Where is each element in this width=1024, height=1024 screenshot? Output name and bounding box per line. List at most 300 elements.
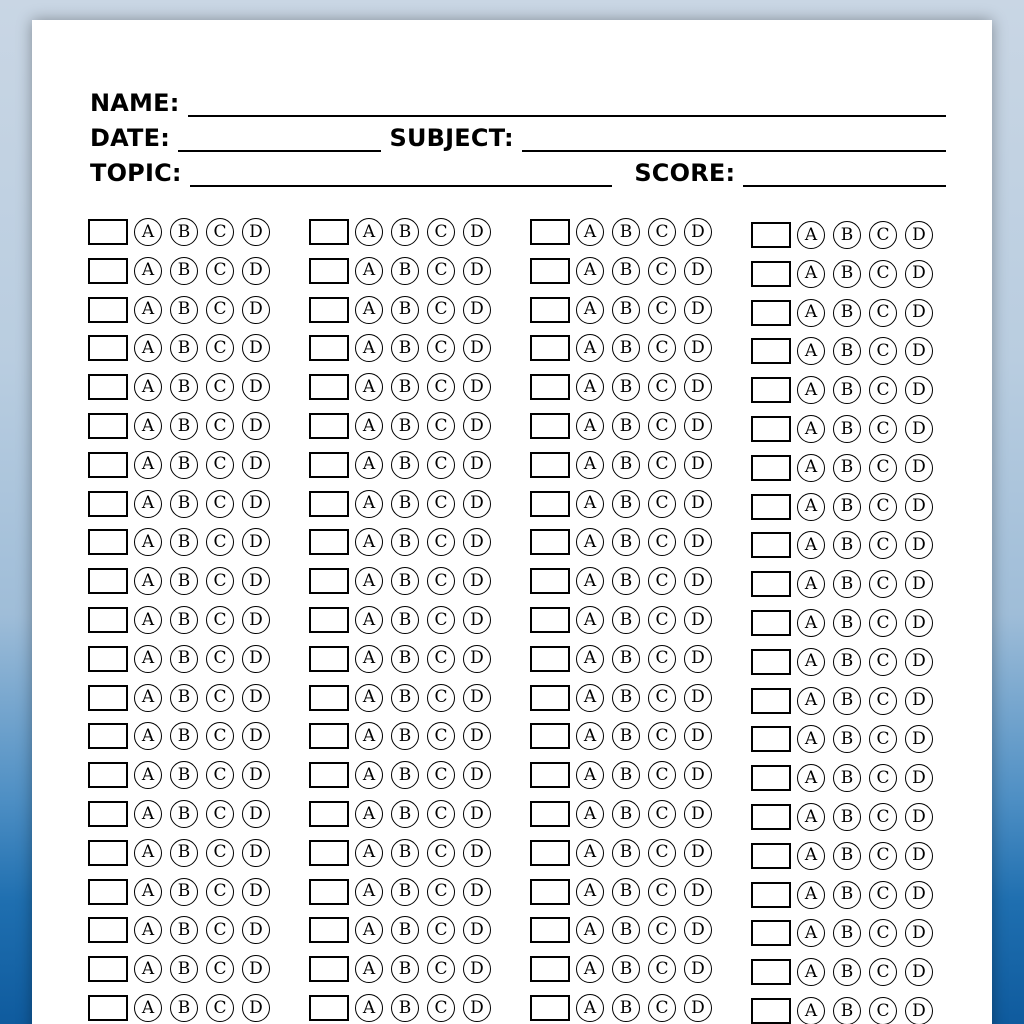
- question-number-box[interactable]: [530, 801, 570, 827]
- question-number-box[interactable]: [530, 335, 570, 361]
- option-a-bubble[interactable]: A: [797, 376, 825, 404]
- option-d-bubble[interactable]: D: [242, 567, 270, 595]
- option-d-bubble[interactable]: D: [684, 839, 712, 867]
- option-c-bubble[interactable]: C: [869, 997, 897, 1024]
- option-d-bubble[interactable]: D: [242, 955, 270, 983]
- option-b-bubble[interactable]: B: [612, 373, 640, 401]
- option-c-bubble[interactable]: C: [427, 296, 455, 324]
- option-c-bubble[interactable]: C: [427, 955, 455, 983]
- option-a-bubble[interactable]: A: [355, 955, 383, 983]
- option-a-bubble[interactable]: A: [576, 412, 604, 440]
- question-number-box[interactable]: [530, 374, 570, 400]
- option-d-bubble[interactable]: D: [463, 916, 491, 944]
- option-c-bubble[interactable]: C: [206, 528, 234, 556]
- question-number-box[interactable]: [88, 413, 128, 439]
- option-a-bubble[interactable]: A: [355, 800, 383, 828]
- option-d-bubble[interactable]: D: [463, 955, 491, 983]
- option-b-bubble[interactable]: B: [170, 955, 198, 983]
- option-b-bubble[interactable]: B: [612, 567, 640, 595]
- option-a-bubble[interactable]: A: [576, 955, 604, 983]
- option-a-bubble[interactable]: A: [797, 881, 825, 909]
- option-c-bubble[interactable]: C: [427, 684, 455, 712]
- option-a-bubble[interactable]: A: [134, 916, 162, 944]
- option-b-bubble[interactable]: B: [833, 842, 861, 870]
- option-c-bubble[interactable]: C: [206, 839, 234, 867]
- option-a-bubble[interactable]: A: [355, 916, 383, 944]
- option-d-bubble[interactable]: D: [905, 609, 933, 637]
- option-d-bubble[interactable]: D: [905, 919, 933, 947]
- option-d-bubble[interactable]: D: [684, 451, 712, 479]
- option-a-bubble[interactable]: A: [576, 257, 604, 285]
- option-c-bubble[interactable]: C: [427, 645, 455, 673]
- score-field-line[interactable]: [743, 157, 946, 187]
- option-c-bubble[interactable]: C: [869, 764, 897, 792]
- option-a-bubble[interactable]: A: [355, 451, 383, 479]
- option-a-bubble[interactable]: A: [134, 800, 162, 828]
- option-b-bubble[interactable]: B: [612, 257, 640, 285]
- option-d-bubble[interactable]: D: [463, 800, 491, 828]
- option-d-bubble[interactable]: D: [242, 994, 270, 1022]
- option-b-bubble[interactable]: B: [612, 645, 640, 673]
- option-a-bubble[interactable]: A: [134, 878, 162, 906]
- option-a-bubble[interactable]: A: [134, 994, 162, 1022]
- option-c-bubble[interactable]: C: [427, 412, 455, 440]
- option-a-bubble[interactable]: A: [134, 334, 162, 362]
- option-d-bubble[interactable]: D: [905, 493, 933, 521]
- question-number-box[interactable]: [530, 258, 570, 284]
- question-number-box[interactable]: [751, 998, 791, 1024]
- option-b-bubble[interactable]: B: [391, 334, 419, 362]
- question-number-box[interactable]: [530, 413, 570, 439]
- option-c-bubble[interactable]: C: [427, 528, 455, 556]
- option-b-bubble[interactable]: B: [391, 451, 419, 479]
- option-c-bubble[interactable]: C: [427, 839, 455, 867]
- option-b-bubble[interactable]: B: [170, 451, 198, 479]
- option-d-bubble[interactable]: D: [684, 722, 712, 750]
- option-c-bubble[interactable]: C: [648, 606, 676, 634]
- option-d-bubble[interactable]: D: [684, 373, 712, 401]
- option-c-bubble[interactable]: C: [206, 373, 234, 401]
- option-b-bubble[interactable]: B: [391, 218, 419, 246]
- option-a-bubble[interactable]: A: [355, 839, 383, 867]
- option-b-bubble[interactable]: B: [833, 919, 861, 947]
- option-a-bubble[interactable]: A: [134, 645, 162, 673]
- option-c-bubble[interactable]: C: [427, 878, 455, 906]
- option-b-bubble[interactable]: B: [833, 648, 861, 676]
- question-number-box[interactable]: [88, 879, 128, 905]
- option-a-bubble[interactable]: A: [355, 373, 383, 401]
- option-b-bubble[interactable]: B: [391, 528, 419, 556]
- option-b-bubble[interactable]: B: [612, 916, 640, 944]
- subject-field-line[interactable]: [522, 122, 946, 152]
- option-a-bubble[interactable]: A: [355, 334, 383, 362]
- question-number-box[interactable]: [751, 843, 791, 869]
- option-a-bubble[interactable]: A: [797, 609, 825, 637]
- option-a-bubble[interactable]: A: [134, 296, 162, 324]
- option-d-bubble[interactable]: D: [463, 218, 491, 246]
- option-c-bubble[interactable]: C: [206, 567, 234, 595]
- topic-field-line[interactable]: [190, 157, 613, 187]
- option-a-bubble[interactable]: A: [797, 803, 825, 831]
- option-d-bubble[interactable]: D: [463, 645, 491, 673]
- question-number-box[interactable]: [88, 491, 128, 517]
- option-a-bubble[interactable]: A: [576, 606, 604, 634]
- question-number-box[interactable]: [88, 917, 128, 943]
- name-field-line[interactable]: [188, 87, 946, 117]
- option-d-bubble[interactable]: D: [463, 839, 491, 867]
- question-number-box[interactable]: [88, 374, 128, 400]
- option-d-bubble[interactable]: D: [242, 528, 270, 556]
- option-b-bubble[interactable]: B: [391, 955, 419, 983]
- option-c-bubble[interactable]: C: [648, 761, 676, 789]
- question-number-box[interactable]: [309, 879, 349, 905]
- question-number-box[interactable]: [751, 882, 791, 908]
- option-b-bubble[interactable]: B: [391, 567, 419, 595]
- option-a-bubble[interactable]: A: [576, 567, 604, 595]
- option-b-bubble[interactable]: B: [170, 257, 198, 285]
- option-b-bubble[interactable]: B: [170, 722, 198, 750]
- option-b-bubble[interactable]: B: [612, 839, 640, 867]
- question-number-box[interactable]: [530, 917, 570, 943]
- option-c-bubble[interactable]: C: [206, 606, 234, 634]
- option-b-bubble[interactable]: B: [391, 684, 419, 712]
- question-number-box[interactable]: [751, 804, 791, 830]
- option-d-bubble[interactable]: D: [463, 296, 491, 324]
- option-a-bubble[interactable]: A: [355, 684, 383, 712]
- option-a-bubble[interactable]: A: [576, 296, 604, 324]
- question-number-box[interactable]: [88, 801, 128, 827]
- option-c-bubble[interactable]: C: [206, 257, 234, 285]
- option-c-bubble[interactable]: C: [869, 919, 897, 947]
- option-b-bubble[interactable]: B: [833, 531, 861, 559]
- option-d-bubble[interactable]: D: [463, 722, 491, 750]
- option-c-bubble[interactable]: C: [869, 609, 897, 637]
- option-c-bubble[interactable]: C: [427, 800, 455, 828]
- option-a-bubble[interactable]: A: [355, 296, 383, 324]
- option-c-bubble[interactable]: C: [648, 218, 676, 246]
- question-number-box[interactable]: [309, 413, 349, 439]
- question-number-box[interactable]: [530, 491, 570, 517]
- option-b-bubble[interactable]: B: [612, 490, 640, 518]
- option-b-bubble[interactable]: B: [612, 412, 640, 440]
- option-d-bubble[interactable]: D: [463, 412, 491, 440]
- option-d-bubble[interactable]: D: [242, 916, 270, 944]
- option-c-bubble[interactable]: C: [648, 490, 676, 518]
- option-c-bubble[interactable]: C: [648, 994, 676, 1022]
- date-field-line[interactable]: [178, 122, 381, 152]
- option-b-bubble[interactable]: B: [391, 490, 419, 518]
- option-d-bubble[interactable]: D: [684, 878, 712, 906]
- question-number-box[interactable]: [309, 219, 349, 245]
- option-d-bubble[interactable]: D: [905, 531, 933, 559]
- option-d-bubble[interactable]: D: [242, 684, 270, 712]
- question-number-box[interactable]: [530, 452, 570, 478]
- question-number-box[interactable]: [88, 685, 128, 711]
- option-c-bubble[interactable]: C: [869, 881, 897, 909]
- option-a-bubble[interactable]: A: [797, 648, 825, 676]
- option-b-bubble[interactable]: B: [170, 645, 198, 673]
- option-b-bubble[interactable]: B: [170, 916, 198, 944]
- option-d-bubble[interactable]: D: [684, 800, 712, 828]
- question-number-box[interactable]: [88, 568, 128, 594]
- option-a-bubble[interactable]: A: [134, 490, 162, 518]
- option-a-bubble[interactable]: A: [576, 994, 604, 1022]
- option-c-bubble[interactable]: C: [427, 994, 455, 1022]
- question-number-box[interactable]: [88, 723, 128, 749]
- option-a-bubble[interactable]: A: [355, 490, 383, 518]
- option-b-bubble[interactable]: B: [391, 606, 419, 634]
- option-b-bubble[interactable]: B: [391, 878, 419, 906]
- option-a-bubble[interactable]: A: [134, 722, 162, 750]
- option-d-bubble[interactable]: D: [242, 334, 270, 362]
- option-b-bubble[interactable]: B: [170, 761, 198, 789]
- option-b-bubble[interactable]: B: [170, 373, 198, 401]
- question-number-box[interactable]: [751, 765, 791, 791]
- option-c-bubble[interactable]: C: [206, 218, 234, 246]
- option-c-bubble[interactable]: C: [206, 761, 234, 789]
- option-d-bubble[interactable]: D: [684, 955, 712, 983]
- option-a-bubble[interactable]: A: [134, 761, 162, 789]
- question-number-box[interactable]: [751, 338, 791, 364]
- option-c-bubble[interactable]: C: [648, 567, 676, 595]
- question-number-box[interactable]: [309, 258, 349, 284]
- option-c-bubble[interactable]: C: [869, 376, 897, 404]
- option-d-bubble[interactable]: D: [905, 337, 933, 365]
- question-number-box[interactable]: [751, 261, 791, 287]
- question-number-box[interactable]: [309, 956, 349, 982]
- option-b-bubble[interactable]: B: [170, 684, 198, 712]
- option-c-bubble[interactable]: C: [648, 373, 676, 401]
- question-number-box[interactable]: [88, 607, 128, 633]
- option-d-bubble[interactable]: D: [463, 257, 491, 285]
- option-d-bubble[interactable]: D: [242, 722, 270, 750]
- option-a-bubble[interactable]: A: [576, 490, 604, 518]
- option-b-bubble[interactable]: B: [833, 260, 861, 288]
- option-c-bubble[interactable]: C: [869, 415, 897, 443]
- option-c-bubble[interactable]: C: [648, 296, 676, 324]
- question-number-box[interactable]: [309, 529, 349, 555]
- option-d-bubble[interactable]: D: [905, 260, 933, 288]
- option-b-bubble[interactable]: B: [833, 493, 861, 521]
- option-c-bubble[interactable]: C: [427, 218, 455, 246]
- option-a-bubble[interactable]: A: [797, 570, 825, 598]
- question-number-box[interactable]: [88, 646, 128, 672]
- option-b-bubble[interactable]: B: [391, 722, 419, 750]
- option-d-bubble[interactable]: D: [905, 881, 933, 909]
- question-number-box[interactable]: [751, 377, 791, 403]
- option-a-bubble[interactable]: A: [355, 218, 383, 246]
- option-b-bubble[interactable]: B: [612, 800, 640, 828]
- option-c-bubble[interactable]: C: [869, 221, 897, 249]
- option-b-bubble[interactable]: B: [391, 257, 419, 285]
- option-d-bubble[interactable]: D: [684, 645, 712, 673]
- option-d-bubble[interactable]: D: [242, 296, 270, 324]
- option-d-bubble[interactable]: D: [463, 994, 491, 1022]
- option-b-bubble[interactable]: B: [391, 916, 419, 944]
- question-number-box[interactable]: [530, 995, 570, 1021]
- option-d-bubble[interactable]: D: [905, 221, 933, 249]
- option-c-bubble[interactable]: C: [869, 531, 897, 559]
- option-c-bubble[interactable]: C: [206, 684, 234, 712]
- option-a-bubble[interactable]: A: [355, 412, 383, 440]
- option-a-bubble[interactable]: A: [797, 415, 825, 443]
- option-b-bubble[interactable]: B: [170, 994, 198, 1022]
- question-number-box[interactable]: [309, 491, 349, 517]
- option-a-bubble[interactable]: A: [576, 645, 604, 673]
- option-b-bubble[interactable]: B: [391, 800, 419, 828]
- option-d-bubble[interactable]: D: [242, 490, 270, 518]
- option-d-bubble[interactable]: D: [463, 606, 491, 634]
- option-d-bubble[interactable]: D: [684, 606, 712, 634]
- question-number-box[interactable]: [309, 335, 349, 361]
- option-b-bubble[interactable]: B: [170, 567, 198, 595]
- option-c-bubble[interactable]: C: [869, 958, 897, 986]
- option-a-bubble[interactable]: A: [134, 412, 162, 440]
- option-c-bubble[interactable]: C: [427, 490, 455, 518]
- question-number-box[interactable]: [751, 920, 791, 946]
- option-d-bubble[interactable]: D: [905, 764, 933, 792]
- option-c-bubble[interactable]: C: [869, 725, 897, 753]
- question-number-box[interactable]: [751, 222, 791, 248]
- option-a-bubble[interactable]: A: [134, 257, 162, 285]
- option-b-bubble[interactable]: B: [833, 687, 861, 715]
- option-b-bubble[interactable]: B: [612, 218, 640, 246]
- option-a-bubble[interactable]: A: [797, 299, 825, 327]
- question-number-box[interactable]: [309, 646, 349, 672]
- option-b-bubble[interactable]: B: [170, 296, 198, 324]
- option-d-bubble[interactable]: D: [242, 645, 270, 673]
- question-number-box[interactable]: [751, 532, 791, 558]
- option-a-bubble[interactable]: A: [797, 493, 825, 521]
- option-d-bubble[interactable]: D: [463, 451, 491, 479]
- option-d-bubble[interactable]: D: [684, 761, 712, 789]
- option-b-bubble[interactable]: B: [612, 528, 640, 556]
- question-number-box[interactable]: [309, 762, 349, 788]
- question-number-box[interactable]: [530, 646, 570, 672]
- option-b-bubble[interactable]: B: [833, 609, 861, 637]
- option-d-bubble[interactable]: D: [684, 994, 712, 1022]
- option-c-bubble[interactable]: C: [648, 955, 676, 983]
- question-number-box[interactable]: [751, 959, 791, 985]
- option-d-bubble[interactable]: D: [905, 803, 933, 831]
- option-b-bubble[interactable]: B: [833, 415, 861, 443]
- option-b-bubble[interactable]: B: [612, 878, 640, 906]
- option-c-bubble[interactable]: C: [206, 645, 234, 673]
- question-number-box[interactable]: [751, 610, 791, 636]
- option-d-bubble[interactable]: D: [463, 490, 491, 518]
- question-number-box[interactable]: [751, 571, 791, 597]
- option-a-bubble[interactable]: A: [355, 722, 383, 750]
- option-b-bubble[interactable]: B: [170, 218, 198, 246]
- option-a-bubble[interactable]: A: [576, 878, 604, 906]
- option-d-bubble[interactable]: D: [463, 684, 491, 712]
- option-a-bubble[interactable]: A: [134, 373, 162, 401]
- question-number-box[interactable]: [530, 529, 570, 555]
- option-d-bubble[interactable]: D: [242, 606, 270, 634]
- option-c-bubble[interactable]: C: [648, 839, 676, 867]
- option-d-bubble[interactable]: D: [905, 958, 933, 986]
- option-c-bubble[interactable]: C: [869, 337, 897, 365]
- option-c-bubble[interactable]: C: [427, 761, 455, 789]
- option-a-bubble[interactable]: A: [576, 800, 604, 828]
- option-d-bubble[interactable]: D: [905, 454, 933, 482]
- option-a-bubble[interactable]: A: [576, 839, 604, 867]
- option-d-bubble[interactable]: D: [463, 334, 491, 362]
- question-number-box[interactable]: [88, 452, 128, 478]
- option-d-bubble[interactable]: D: [905, 725, 933, 753]
- option-c-bubble[interactable]: C: [869, 687, 897, 715]
- question-number-box[interactable]: [88, 258, 128, 284]
- question-number-box[interactable]: [88, 219, 128, 245]
- option-a-bubble[interactable]: A: [576, 722, 604, 750]
- question-number-box[interactable]: [309, 801, 349, 827]
- option-d-bubble[interactable]: D: [905, 687, 933, 715]
- question-number-box[interactable]: [751, 300, 791, 326]
- option-a-bubble[interactable]: A: [576, 684, 604, 712]
- option-a-bubble[interactable]: A: [355, 567, 383, 595]
- option-c-bubble[interactable]: C: [427, 373, 455, 401]
- option-d-bubble[interactable]: D: [684, 528, 712, 556]
- option-a-bubble[interactable]: A: [355, 257, 383, 285]
- option-c-bubble[interactable]: C: [206, 412, 234, 440]
- question-number-box[interactable]: [309, 568, 349, 594]
- question-number-box[interactable]: [751, 688, 791, 714]
- question-number-box[interactable]: [530, 956, 570, 982]
- option-c-bubble[interactable]: C: [427, 451, 455, 479]
- option-c-bubble[interactable]: C: [648, 645, 676, 673]
- option-c-bubble[interactable]: C: [869, 260, 897, 288]
- option-b-bubble[interactable]: B: [833, 221, 861, 249]
- option-b-bubble[interactable]: B: [833, 764, 861, 792]
- question-number-box[interactable]: [88, 762, 128, 788]
- option-d-bubble[interactable]: D: [242, 839, 270, 867]
- option-c-bubble[interactable]: C: [206, 916, 234, 944]
- option-d-bubble[interactable]: D: [242, 878, 270, 906]
- option-a-bubble[interactable]: A: [576, 451, 604, 479]
- question-number-box[interactable]: [88, 995, 128, 1021]
- option-b-bubble[interactable]: B: [833, 570, 861, 598]
- option-b-bubble[interactable]: B: [391, 296, 419, 324]
- option-b-bubble[interactable]: B: [833, 958, 861, 986]
- option-b-bubble[interactable]: B: [612, 296, 640, 324]
- option-d-bubble[interactable]: D: [242, 761, 270, 789]
- option-b-bubble[interactable]: B: [170, 490, 198, 518]
- option-c-bubble[interactable]: C: [648, 257, 676, 285]
- option-a-bubble[interactable]: A: [134, 955, 162, 983]
- option-a-bubble[interactable]: A: [576, 761, 604, 789]
- question-number-box[interactable]: [530, 685, 570, 711]
- option-d-bubble[interactable]: D: [905, 570, 933, 598]
- option-b-bubble[interactable]: B: [391, 412, 419, 440]
- option-b-bubble[interactable]: B: [170, 412, 198, 440]
- option-c-bubble[interactable]: C: [427, 916, 455, 944]
- option-b-bubble[interactable]: B: [391, 994, 419, 1022]
- question-number-box[interactable]: [88, 840, 128, 866]
- option-d-bubble[interactable]: D: [463, 373, 491, 401]
- option-c-bubble[interactable]: C: [648, 412, 676, 440]
- option-c-bubble[interactable]: C: [427, 334, 455, 362]
- question-number-box[interactable]: [751, 726, 791, 752]
- option-c-bubble[interactable]: C: [648, 878, 676, 906]
- option-d-bubble[interactable]: D: [463, 878, 491, 906]
- option-a-bubble[interactable]: A: [797, 842, 825, 870]
- option-b-bubble[interactable]: B: [833, 725, 861, 753]
- question-number-box[interactable]: [88, 529, 128, 555]
- option-b-bubble[interactable]: B: [833, 997, 861, 1024]
- option-a-bubble[interactable]: A: [797, 687, 825, 715]
- question-number-box[interactable]: [530, 219, 570, 245]
- option-c-bubble[interactable]: C: [206, 878, 234, 906]
